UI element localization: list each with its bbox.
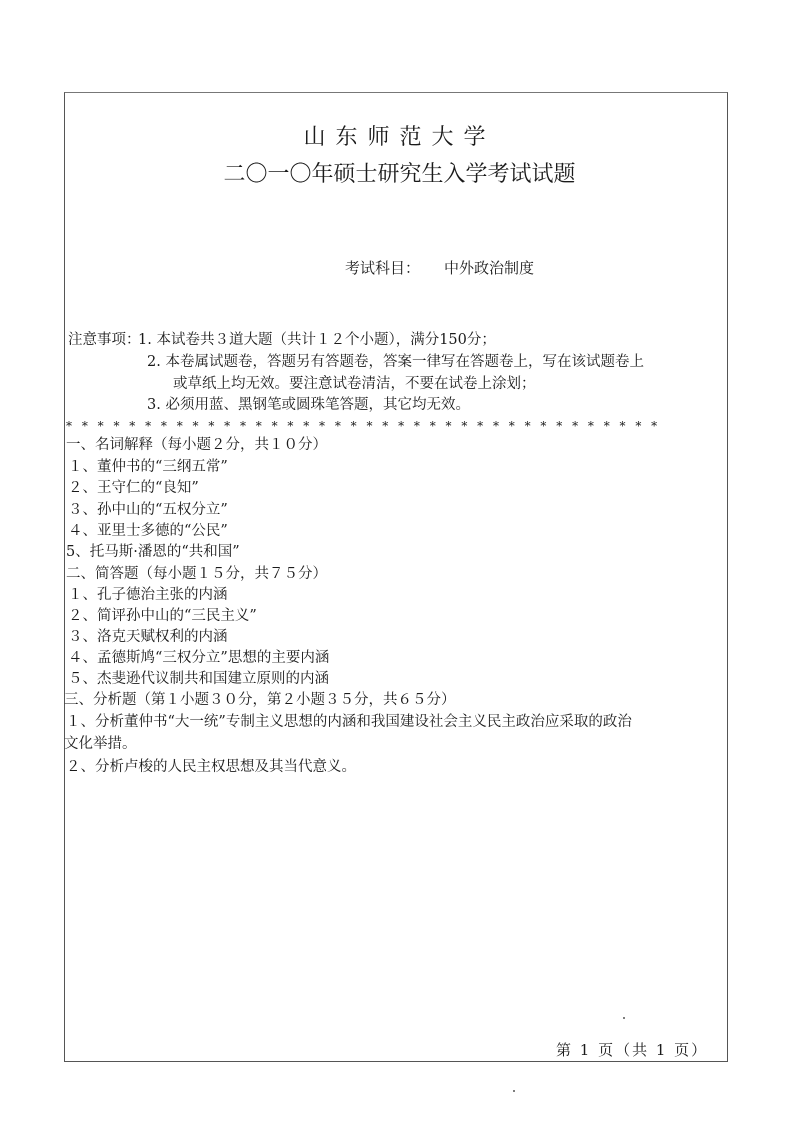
question: ４、孟德斯鸠“三权分立”思想的主要内涵 [68, 650, 330, 666]
university-name: 山东师范大学 [303, 125, 496, 150]
question: １、董仲书的“三纲五常” [68, 459, 228, 475]
note-item: 3. 必须用蓝、黑钢笔或圆珠笔答题，其它均无效。 [147, 397, 470, 413]
question: ２、分析卢梭的人民主权思想及其当代意义。 [66, 759, 356, 775]
section-heading: 三、分析题（第１小题３０分，第２小题３５分，共６５分） [64, 692, 456, 708]
note-item: 或草纸上均无效。要注意试卷清洁，不要在试卷上涂划； [173, 376, 536, 392]
question: １、孔子德治主张的内涵 [68, 587, 228, 603]
section-heading: 二、简答题（每小题１５分，共７５分） [66, 566, 327, 582]
subject-label: 考试科目： [345, 259, 421, 277]
question: 文化举措。 [64, 736, 137, 752]
page-number: 第 1 页（共 1 页） [556, 1041, 709, 1059]
subject-value: 中外政治制度 [444, 259, 535, 277]
question: ５、杰斐逊代议制共和国建立原则的内涵 [68, 671, 329, 687]
scan-speck [623, 1017, 625, 1019]
question: ２、简评孙中山的“三民主义” [68, 608, 257, 624]
question: ３、洛克天赋权利的内涵 [68, 629, 228, 645]
note-item: 1. 本试卷共３道大题（共计１２个小题），满分150分； [138, 332, 496, 348]
question: ３、孙中山的“五权分立” [68, 502, 228, 518]
section-heading: 一、名词解释（每小题２分，共１０分） [66, 437, 327, 453]
question: ２、王守仁的“良知” [68, 480, 199, 496]
separator-stars: * * * * * * * * * * * * * * * * * * * * * * * * * * * * * * * * * * * * * * [66, 419, 661, 433]
question: 5、托马斯·潘恩的“共和国” [66, 544, 240, 560]
exam-title: 二〇一〇年硕士研究生入学考试试题 [223, 162, 576, 187]
exam-subject [345, 258, 534, 278]
notes-label: 注意事项： [68, 332, 141, 348]
question: １、分析董仲书“大一统”专制主义思想的内涵和我国建设社会主义民主政治应采取的政治 [66, 714, 632, 730]
scan-speck [513, 1090, 515, 1092]
question: ４、亚里士多德的“公民” [68, 523, 228, 539]
note-item: 2. 本卷属试题卷，答题另有答题卷，答案一律写在答题卷上，写在该试题卷上 [147, 354, 644, 370]
